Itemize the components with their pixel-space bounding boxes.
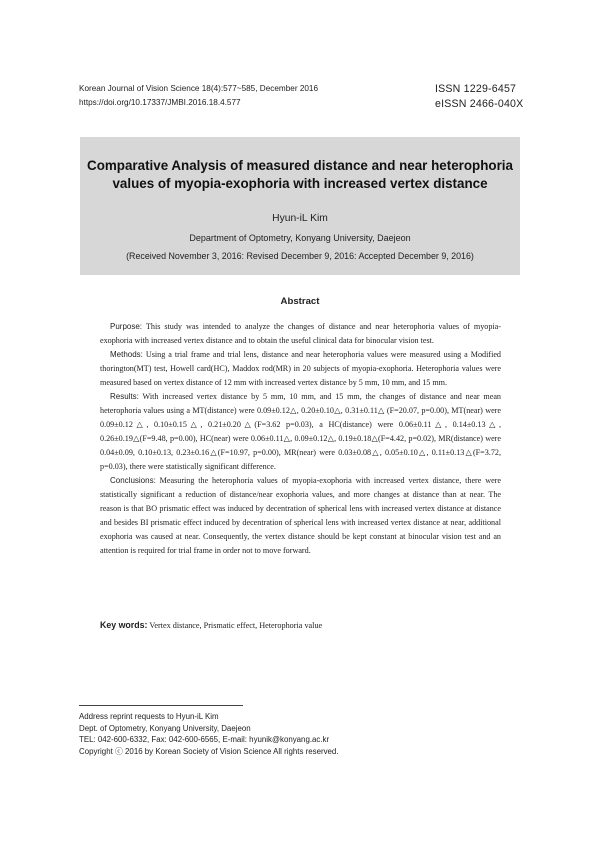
reprint-request: Address reprint requests to Hyun-iL Kim xyxy=(79,712,219,721)
footnote-divider xyxy=(79,705,243,706)
paper-title: Comparative Analysis of measured distance and near heterophoria values of myopia-exophoria with increased vertex distance xyxy=(87,158,513,191)
affiliation: Department of Optometry, Konyang University, Daejeon xyxy=(189,233,411,243)
results-label: Results: xyxy=(110,392,139,401)
methods-label: Methods: xyxy=(110,350,143,359)
results-text: With increased vertex distance by 5 mm, 10 mm, and 15 mm, the changes of distance and near mean heterophoria values using a MT(distance) were 0.09±0.12△, 0.20±0.10△, 0.31±0.11△ (F=20.07, p=0.00), MT(near) were 0.09±0.12△, 0.10±0.15△, 0.21±0.20△(F=3.62 p=0.03), a HC(distance) were 0.06±0.11△, 0.14±0.13△, 0.26±0.19△(F=9.48, p=0.00), HC(near) were 0.06±0.11△, 0.09±0.12△, 0.19±0.18△(F=4.42, p=0.02), MR(distance) were 0.04±0.09, 0.10±0.13, 0.23±0.16△(F=10.97, p=0.00), MR(near) were 0.03±0.08△, 0.05±0.10△, 0.11±0.13△(F=3.72, p=0.03), there were statistically significant difference. xyxy=(100,392,501,471)
eissn: eISSN 2466-040X xyxy=(435,98,524,110)
abstract-results xyxy=(100,390,501,474)
keywords xyxy=(100,620,502,630)
keywords-text: Vertex distance, Prismatic effect, Heterophoria value xyxy=(147,621,323,630)
abstract-methods xyxy=(100,348,501,390)
received-dates: (Received November 3, 2016: Revised December 9, 2016: Accepted December 9, 2016) xyxy=(126,251,474,261)
abstract-conclusions xyxy=(100,474,501,558)
contact-info: TEL: 042-600-6332, Fax: 042-600-6565, E-mail: hyunik@konyang.ac.kr xyxy=(79,735,330,744)
author-name: Hyun-iL Kim xyxy=(272,213,328,224)
copyright: Copyright ⓒ 2016 by Korean Society of Vision Science All rights reserved. xyxy=(79,746,339,756)
conclusions-label: Conclusions: xyxy=(110,476,156,485)
footnote xyxy=(79,711,479,757)
conclusions-text: Measuring the heterophoria values of myopia-exophoria with increased vertex distance, there were statistically significant a reduction of distance/near exophoria values, and more changes at distance than at near. The reason is that BO prismatic effect was induced by decentration of spherical lens with increased vertex distance at distance and besides BI prismatic effect induced by decentration of spherical lens with increased vertex distance at near, additional exophoria was caused at near. Consequently, the vertex distance should be kept constant at binocular vision test and an attention is required for trial frame in order not to move forward. xyxy=(100,476,501,555)
purpose-text: This study was intended to analyze the changes of distance and near heterophoria values of myopia-exophoria with increased vertex distance and to obtain the useful clinical data for binocular vision test. xyxy=(100,322,501,345)
purpose-label: Purpose: xyxy=(110,322,143,331)
keywords-label: Key words: xyxy=(100,620,148,630)
journal-citation: Korean Journal of Vision Science 18(4):577~585, December 2016 xyxy=(79,84,319,93)
title-block xyxy=(80,137,520,275)
abstract-body xyxy=(100,320,501,558)
issn: ISSN 1229-6457 xyxy=(435,83,517,95)
abstract-heading: Abstract xyxy=(280,296,320,307)
doi-link[interactable]: https://doi.org/10.17337/JMBI.2016.18.4.577 xyxy=(79,98,241,107)
reprint-affiliation: Dept. of Optometry, Konyang University, Daejeon xyxy=(79,723,251,733)
methods-text: Using a trial frame and trial lens, distance and near heterophoria values were measured using a Modified thorington(MT) test, Howell card(HC), Maddox rod(MR) in 20 subjects of myopia-exophoria. Heterophoria values were measured based on vertex distance of 12 mm with increased vertex distance by 5 mm, 10 mm, and 15 mm. xyxy=(100,350,501,387)
abstract-purpose xyxy=(100,320,501,348)
